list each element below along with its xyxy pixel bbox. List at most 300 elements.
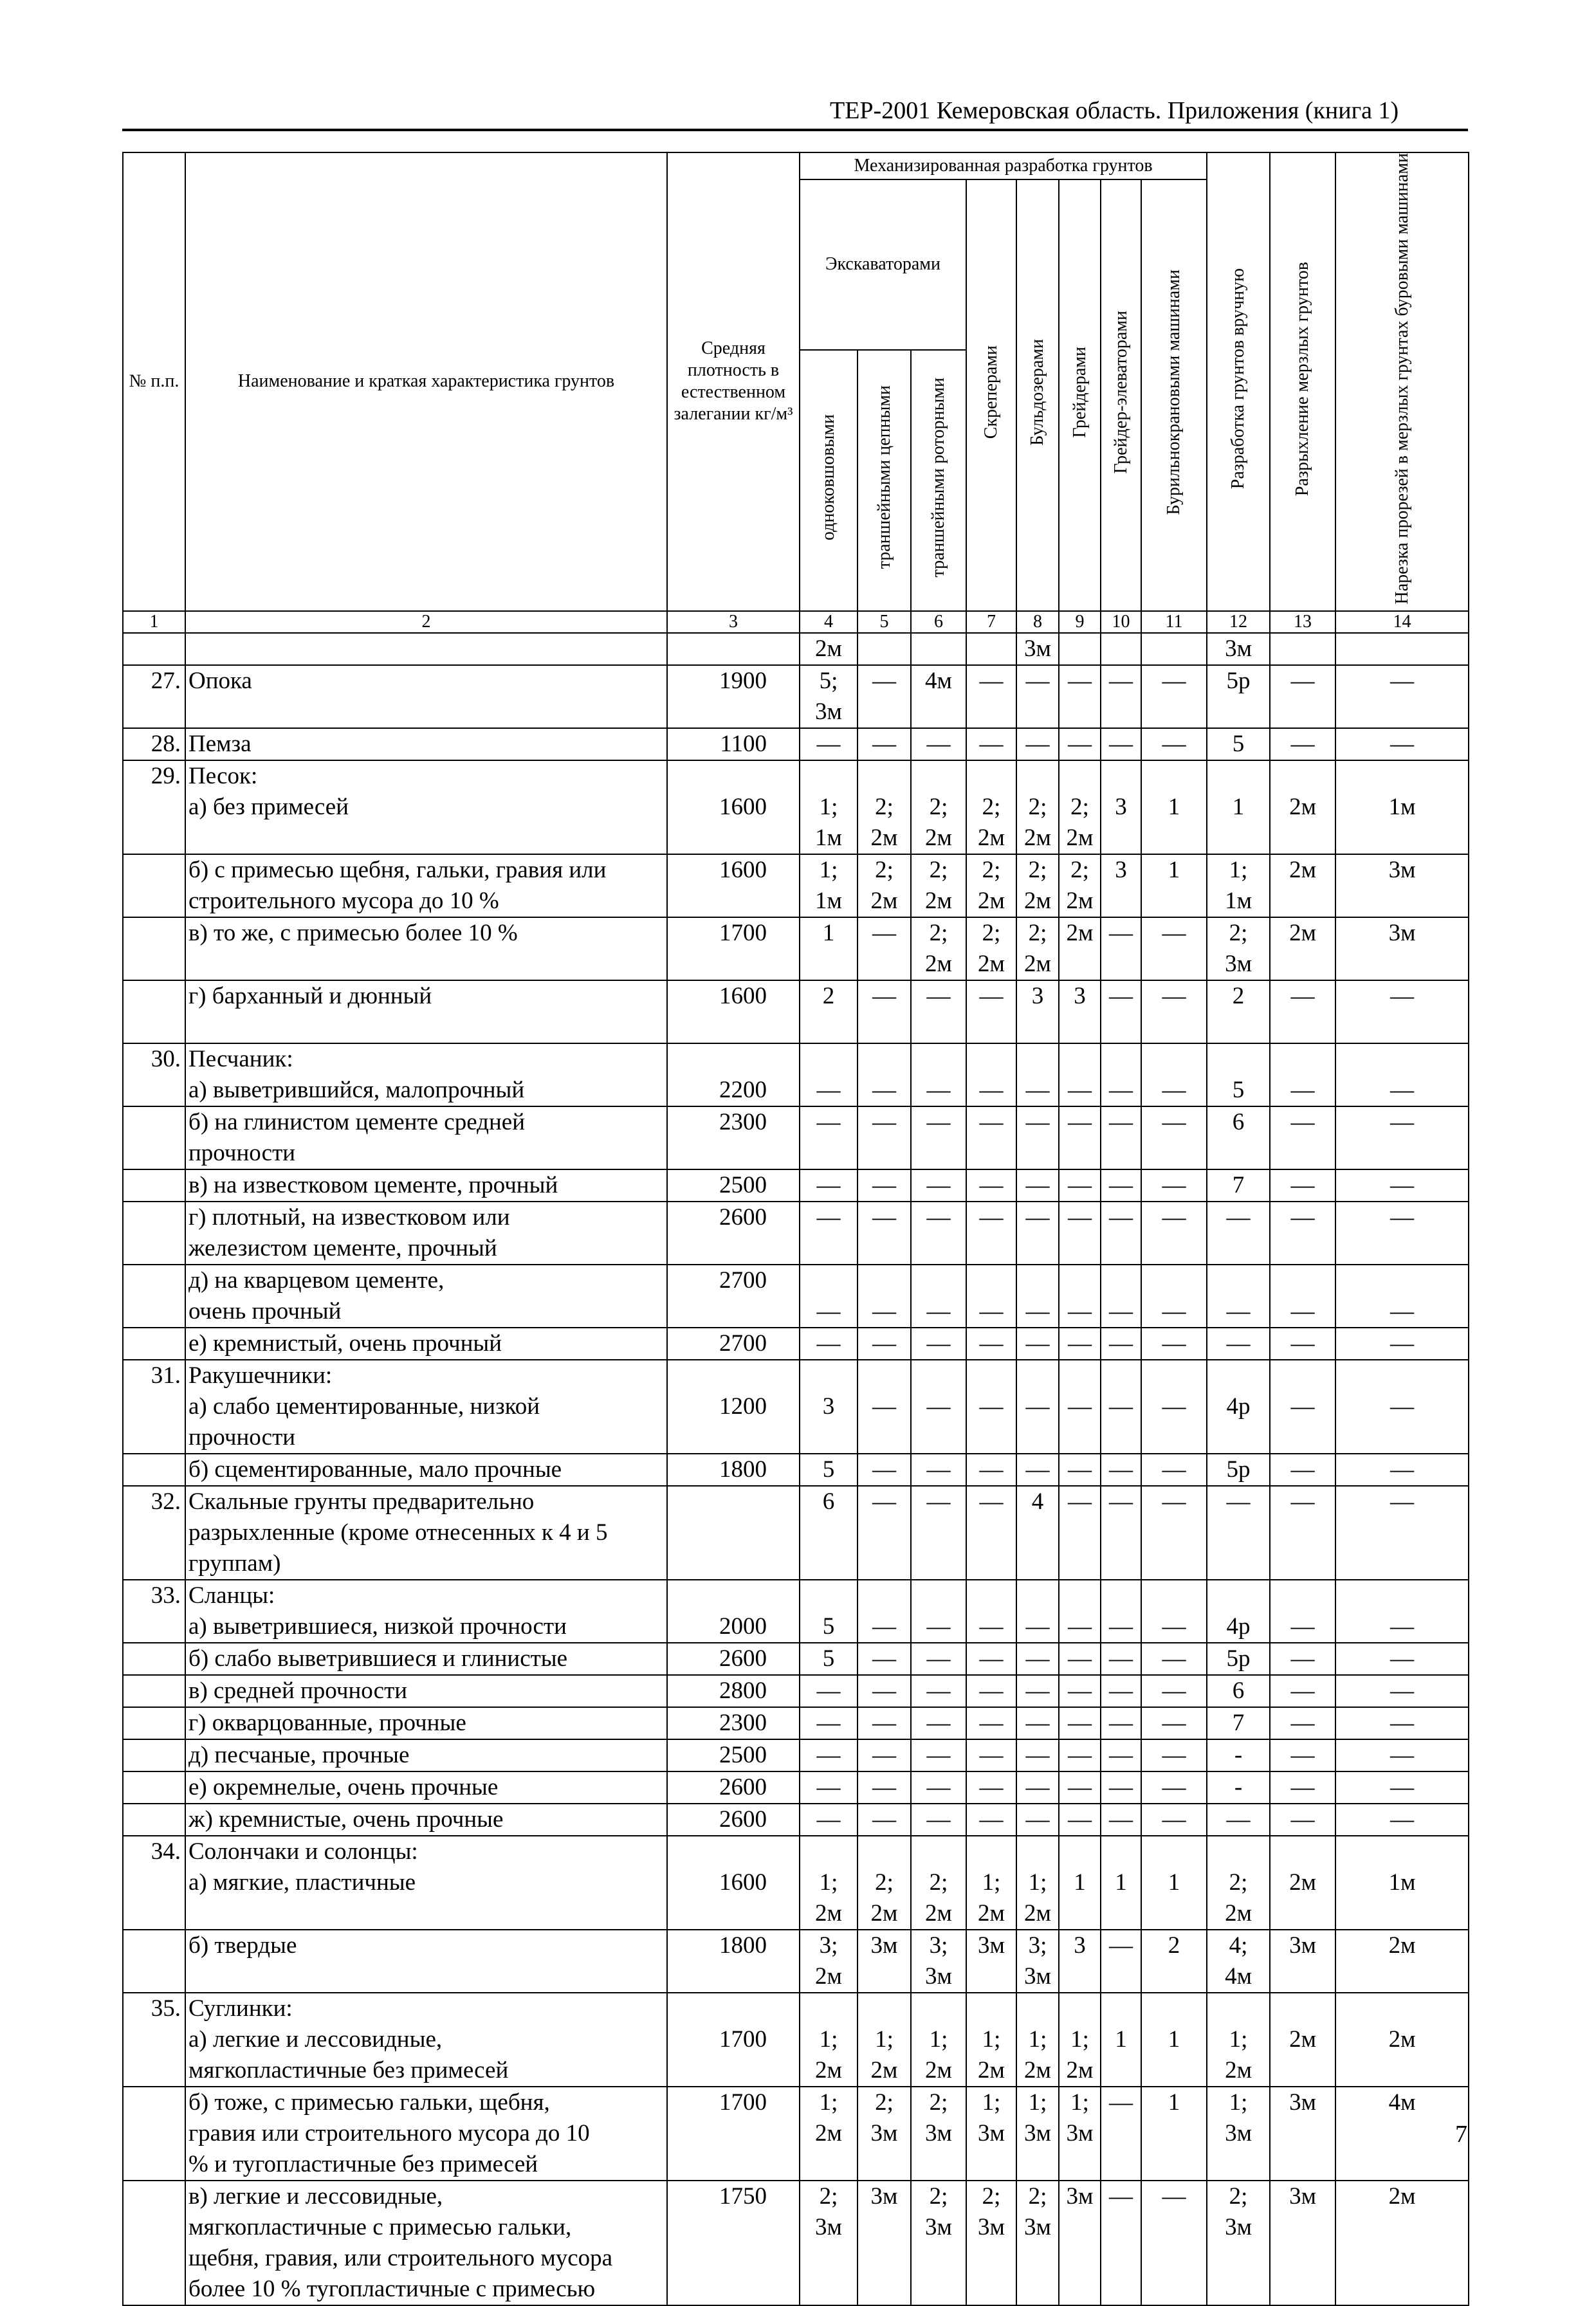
category-value <box>1210 1993 1267 2024</box>
row-number <box>123 1265 185 1328</box>
density-cell <box>667 917 800 980</box>
category-cell <box>911 1993 966 2087</box>
category-value: — <box>872 982 896 1009</box>
category-cell <box>911 2181 966 2305</box>
density-value: 1750 <box>719 2182 767 2210</box>
table-row <box>123 1106 1469 1169</box>
category-value <box>1020 1580 1056 1611</box>
category-value: — <box>872 730 896 757</box>
category-cell <box>911 2087 966 2181</box>
category-cell <box>1059 633 1101 665</box>
category-cell <box>1016 1043 1059 1106</box>
category-value: — <box>1162 1203 1186 1231</box>
category-value: — <box>1226 1203 1251 1231</box>
category-value: — <box>1025 1741 1050 1768</box>
category-value: — <box>979 667 1004 694</box>
category-cell <box>966 1771 1016 1804</box>
category-value <box>1020 1836 1056 1867</box>
soil-name <box>185 1930 667 1993</box>
category-value: 2м <box>978 887 1005 914</box>
soil-name-line: д) на кварцевом цементе, <box>188 1267 445 1294</box>
soil-name-line: б) с примесью щебня, гальки, гравия или <box>188 856 607 883</box>
category-cell <box>1059 1739 1101 1771</box>
category-value: — <box>1162 919 1186 946</box>
category-cell <box>1270 1360 1335 1454</box>
category-cell <box>800 1265 858 1328</box>
category-value: 2м <box>815 2056 842 2083</box>
category-value <box>1104 761 1138 792</box>
category-value: — <box>1162 1741 1186 1768</box>
category-value: 3м <box>870 1932 898 1959</box>
category-cell <box>1141 854 1207 917</box>
soil-name-line: Опока <box>188 667 252 694</box>
category-value <box>914 1265 963 1296</box>
category-value: — <box>926 1645 951 1672</box>
category-value: — <box>1109 1108 1133 1135</box>
category-cell <box>800 1360 858 1454</box>
category-value: 2м <box>978 1899 1005 1926</box>
category-value: 2; <box>982 2182 1001 2210</box>
table-row <box>123 1580 1469 1643</box>
column-number: 8 <box>1016 611 1059 633</box>
category-cell <box>858 1804 911 1836</box>
category-cell <box>800 917 858 980</box>
row-number <box>123 2181 185 2305</box>
category-value: — <box>1226 1488 1251 1515</box>
category-value <box>1273 1265 1332 1296</box>
table-row <box>123 1265 1469 1328</box>
soil-name <box>185 1454 667 1486</box>
category-value: — <box>926 1203 951 1231</box>
category-value: 1; <box>819 2026 838 2053</box>
category-cell <box>1141 1739 1207 1771</box>
category-value <box>1020 1993 1056 2024</box>
category-cell <box>1207 1202 1270 1265</box>
category-cell <box>1335 1643 1469 1675</box>
category-value <box>1020 761 1056 792</box>
category-cell <box>800 1043 858 1106</box>
category-value: — <box>1390 1709 1415 1736</box>
category-value: 3 <box>1115 793 1127 820</box>
category-value <box>861 1360 908 1391</box>
category-value: — <box>1109 1613 1133 1640</box>
category-value: — <box>1162 2182 1186 2210</box>
category-value: 4м <box>1388 2089 1416 2116</box>
category-cell <box>1101 980 1141 1043</box>
category-cell <box>911 1675 966 1707</box>
density-value: 1700 <box>719 2026 767 2053</box>
category-cell <box>1270 854 1335 917</box>
category-cell <box>858 1202 911 1265</box>
category-value: 3м <box>815 2213 842 2240</box>
category-value: — <box>1025 1709 1050 1736</box>
category-value: 2м <box>1289 1869 1316 1896</box>
category-cell <box>1270 1707 1335 1739</box>
category-value: 1; <box>982 2026 1001 2053</box>
category-value: — <box>1068 1456 1092 1483</box>
category-cell <box>911 1202 966 1265</box>
category-cell <box>858 917 911 980</box>
category-cell <box>1335 1771 1469 1804</box>
category-value: — <box>926 1393 951 1420</box>
category-cell <box>1270 1454 1335 1486</box>
category-value: — <box>1068 1203 1092 1231</box>
category-cell <box>911 633 966 665</box>
category-cell <box>858 1360 911 1454</box>
soil-table <box>122 152 1469 2306</box>
category-value: 2м <box>815 1963 842 1990</box>
category-value <box>803 1044 854 1075</box>
category-value: 2; <box>1070 793 1089 820</box>
soil-name-line: разрыхленные (кроме отнесенных к 4 и 5 <box>188 1519 608 1546</box>
soil-name-line: гравия или строительного мусора до 10 <box>188 2119 590 2146</box>
category-value: — <box>1290 1806 1315 1833</box>
category-value: — <box>1162 667 1186 694</box>
row-number: 32. <box>123 1486 185 1580</box>
category-value: 2м <box>1066 919 1094 946</box>
category-value: 5; <box>819 667 838 694</box>
category-value: — <box>816 1297 841 1324</box>
density-cell <box>667 1804 800 1836</box>
density-cell <box>667 1328 800 1360</box>
category-cell <box>1016 1202 1059 1265</box>
soil-name-line: г) барханный и дюнный <box>188 982 432 1009</box>
category-value: 1; <box>1070 2089 1089 2116</box>
category-value: — <box>1290 1773 1315 1800</box>
category-cell <box>1141 1580 1207 1643</box>
category-cell <box>1335 1360 1469 1454</box>
category-cell <box>1141 1202 1207 1265</box>
category-value <box>969 1360 1013 1391</box>
category-value: — <box>1025 1203 1050 1231</box>
category-cell <box>1016 1580 1059 1643</box>
category-cell <box>1101 917 1141 980</box>
category-value <box>1273 1993 1332 2024</box>
soil-name-line: Скальные грунты предварительно <box>188 1488 535 1515</box>
category-value: 2м <box>815 2119 842 2146</box>
category-value: — <box>979 1108 1004 1135</box>
soil-name-line: Песок: <box>188 762 258 789</box>
density-value: 2600 <box>719 1806 767 1833</box>
category-value: 2м <box>925 2056 952 2083</box>
category-value: 2м <box>1289 856 1316 883</box>
category-value: — <box>1290 1677 1315 1704</box>
category-value: — <box>1390 1806 1415 1833</box>
category-cell <box>1207 1804 1270 1836</box>
category-cell <box>1270 633 1335 665</box>
category-cell <box>1101 1328 1141 1360</box>
category-value <box>1144 634 1204 664</box>
category-value: — <box>1390 1393 1415 1420</box>
category-value: — <box>816 1741 841 1768</box>
category-value: — <box>926 1171 951 1198</box>
category-cell <box>1101 1265 1141 1328</box>
category-value: 2; <box>1229 919 1248 946</box>
category-cell <box>1101 1930 1141 1993</box>
category-cell <box>1101 1454 1141 1486</box>
soil-name-line: группам) <box>188 1550 281 1577</box>
category-value: 3м <box>1388 919 1416 946</box>
soil-name-line: ж) кремнистые, очень прочные <box>188 1806 504 1833</box>
category-cell <box>858 1043 911 1106</box>
column-number: 3 <box>667 611 800 633</box>
category-cell <box>858 1739 911 1771</box>
category-cell <box>1270 1675 1335 1707</box>
table-row <box>123 1360 1469 1454</box>
category-value: 1; <box>1028 1869 1047 1896</box>
category-value: — <box>1109 1741 1133 1768</box>
category-cell <box>858 1106 911 1169</box>
category-cell <box>800 1804 858 1836</box>
category-cell <box>1141 1804 1207 1836</box>
category-cell <box>911 1169 966 1202</box>
category-value: — <box>1390 1677 1415 1704</box>
category-value <box>914 634 963 664</box>
density-value: 2600 <box>719 1773 767 1800</box>
category-value: — <box>1290 1488 1315 1515</box>
category-cell <box>911 1360 966 1454</box>
category-value <box>969 1836 1013 1867</box>
category-cell <box>1101 633 1141 665</box>
category-value: — <box>979 1773 1004 1800</box>
soil-name-line: в) средней прочности <box>188 1677 408 1704</box>
category-value: 1 <box>1115 1869 1127 1896</box>
category-value: — <box>1290 1613 1315 1640</box>
column-number: 14 <box>1335 611 1469 633</box>
category-cell <box>911 1836 966 1930</box>
category-value <box>969 761 1013 792</box>
category-value: 4м <box>1225 1963 1252 1990</box>
category-cell <box>1335 1202 1469 1265</box>
category-cell <box>1335 2087 1469 2181</box>
category-cell <box>1016 1486 1059 1580</box>
category-cell <box>1059 1643 1101 1675</box>
header-mechanized: Механизированная разработка грунтов <box>800 152 1207 179</box>
density-cell <box>667 2087 800 2181</box>
category-value: — <box>816 1806 841 1833</box>
category-cell <box>1270 1930 1335 1993</box>
column-number: 10 <box>1101 611 1141 633</box>
category-cell <box>966 1043 1016 1106</box>
category-cell <box>858 854 911 917</box>
category-cell <box>1141 1675 1207 1707</box>
category-value: — <box>1109 1297 1133 1324</box>
category-cell <box>966 728 1016 760</box>
category-cell <box>966 633 1016 665</box>
density-cell <box>667 1675 800 1707</box>
category-cell <box>1207 1580 1270 1643</box>
category-value: - <box>1234 1741 1243 1768</box>
category-value: — <box>872 1171 896 1198</box>
category-cell <box>858 633 911 665</box>
category-value: 4; <box>1229 1932 1248 1959</box>
category-value: — <box>1068 1645 1092 1672</box>
header-col9: Грейдерами <box>1059 179 1101 611</box>
category-value: — <box>1390 1076 1415 1103</box>
category-value: 2м <box>1388 1932 1416 1959</box>
soil-name <box>185 1360 667 1454</box>
category-value: — <box>1390 1171 1415 1198</box>
category-cell <box>800 1675 858 1707</box>
soil-name-line: Суглинки: <box>188 1995 293 2022</box>
soil-name <box>185 760 667 854</box>
category-value <box>1144 1360 1204 1391</box>
density-value: 2700 <box>719 1267 767 1294</box>
category-value: 4м <box>925 667 952 694</box>
category-value: 1 <box>1168 1869 1180 1896</box>
category-cell <box>1270 1643 1335 1675</box>
category-value: — <box>1226 1330 1251 1357</box>
category-cell <box>911 760 966 854</box>
category-value: 2м <box>815 635 842 662</box>
category-value: 3м <box>1024 635 1051 662</box>
category-cell <box>1270 917 1335 980</box>
category-cell <box>1335 760 1469 854</box>
category-value: 3 <box>1074 1932 1086 1959</box>
category-cell <box>1207 980 1270 1043</box>
category-cell <box>1207 1454 1270 1486</box>
category-cell <box>1270 980 1335 1043</box>
soil-name <box>185 1836 667 1930</box>
density-value: 2000 <box>719 1613 767 1640</box>
category-value <box>1210 1265 1267 1296</box>
category-value: — <box>926 1677 951 1704</box>
category-cell <box>1207 1739 1270 1771</box>
category-value: 2 <box>1168 1932 1180 1959</box>
category-value: — <box>1390 1645 1415 1672</box>
category-value: — <box>1025 1773 1050 1800</box>
category-value <box>861 1044 908 1075</box>
category-value: 5 <box>822 1645 835 1672</box>
soil-name-line: строительного мусора до 10 % <box>188 887 499 914</box>
category-cell <box>911 1328 966 1360</box>
category-value: — <box>1109 1330 1133 1357</box>
density-value: 2300 <box>719 1108 767 1135</box>
category-value: — <box>1068 1297 1092 1324</box>
category-value: — <box>1068 667 1092 694</box>
category-cell <box>966 1265 1016 1328</box>
category-value: 3м <box>1024 2119 1051 2146</box>
category-value <box>1339 634 1465 664</box>
category-cell <box>911 980 966 1043</box>
category-value: 6 <box>822 1488 835 1515</box>
category-value: 1м <box>815 824 842 851</box>
category-value: — <box>1390 1108 1415 1135</box>
category-value <box>1144 1993 1204 2024</box>
density-cell <box>667 633 800 665</box>
category-value: — <box>816 1171 841 1198</box>
category-value: — <box>1109 1645 1133 1672</box>
category-value: 2м <box>925 887 952 914</box>
soil-name <box>185 980 667 1043</box>
category-cell <box>1016 1804 1059 1836</box>
category-value <box>1339 1580 1465 1611</box>
table-row <box>123 1993 1469 2087</box>
category-value: — <box>1109 2182 1133 2210</box>
category-value: — <box>926 1456 951 1483</box>
category-value: — <box>1290 1203 1315 1231</box>
density-value: 2500 <box>719 1741 767 1768</box>
column-number: 4 <box>800 611 858 633</box>
category-value <box>1104 634 1138 664</box>
column-number: 13 <box>1270 611 1335 633</box>
soil-name <box>185 1675 667 1707</box>
density-cell <box>667 665 800 728</box>
category-value: 1м <box>815 887 842 914</box>
category-cell <box>1207 1707 1270 1739</box>
category-cell <box>858 1675 911 1707</box>
category-value <box>1062 1993 1097 2024</box>
soil-name-line: е) кремнистый, очень прочный <box>188 1330 502 1357</box>
row-number: 30. <box>123 1043 185 1106</box>
category-cell <box>800 1486 858 1580</box>
category-value <box>1144 1836 1204 1867</box>
category-cell <box>1270 1580 1335 1643</box>
density-value: 2300 <box>719 1709 767 1736</box>
category-cell <box>1141 1454 1207 1486</box>
category-cell <box>1059 760 1101 854</box>
category-cell <box>1335 917 1469 980</box>
category-value: 7 <box>1232 1171 1245 1198</box>
category-cell <box>966 1454 1016 1486</box>
category-cell <box>1101 665 1141 728</box>
soil-name <box>185 854 667 917</box>
category-cell <box>800 1454 858 1486</box>
category-cell <box>966 2181 1016 2305</box>
page-number: 7 <box>1455 2121 1467 2148</box>
column-number-row <box>123 611 1469 633</box>
category-value <box>1062 634 1097 664</box>
soil-name-line: Сланцы: <box>188 1582 275 1609</box>
category-cell <box>1207 728 1270 760</box>
category-value <box>1062 1044 1097 1075</box>
category-value <box>1273 1360 1332 1391</box>
category-value: 3м <box>1289 1932 1316 1959</box>
category-value <box>1144 761 1204 792</box>
density-value <box>670 1487 767 1517</box>
category-value: — <box>979 1709 1004 1736</box>
category-value: 3м <box>1225 950 1252 977</box>
category-value <box>1144 1265 1204 1296</box>
category-value: — <box>1109 1456 1133 1483</box>
header-rule <box>122 129 1468 131</box>
category-value: — <box>1025 1393 1050 1420</box>
category-cell <box>1101 854 1141 917</box>
row-number <box>123 1707 185 1739</box>
category-cell <box>1016 854 1059 917</box>
category-value: 1; <box>929 2026 948 2053</box>
category-cell <box>1059 2087 1101 2181</box>
category-value: 2м <box>1024 2056 1051 2083</box>
category-value: — <box>1162 1171 1186 1198</box>
category-value: 2м <box>978 824 1005 851</box>
category-cell <box>1335 1169 1469 1202</box>
density-cell <box>667 1836 800 1930</box>
category-value: 2 <box>822 982 835 1009</box>
category-value: — <box>1290 1171 1315 1198</box>
row-number <box>123 980 185 1043</box>
category-value: — <box>1290 1076 1315 1103</box>
category-value: — <box>1162 1108 1186 1135</box>
category-cell <box>1016 1771 1059 1804</box>
category-value: — <box>1025 1456 1050 1483</box>
category-cell <box>1207 1043 1270 1106</box>
category-value: — <box>1109 1806 1133 1833</box>
category-value: - <box>1234 1773 1243 1800</box>
category-value <box>1062 1836 1097 1867</box>
soil-name-line: г) плотный, на известковом или <box>188 1203 510 1231</box>
category-value: — <box>1109 2089 1133 2116</box>
